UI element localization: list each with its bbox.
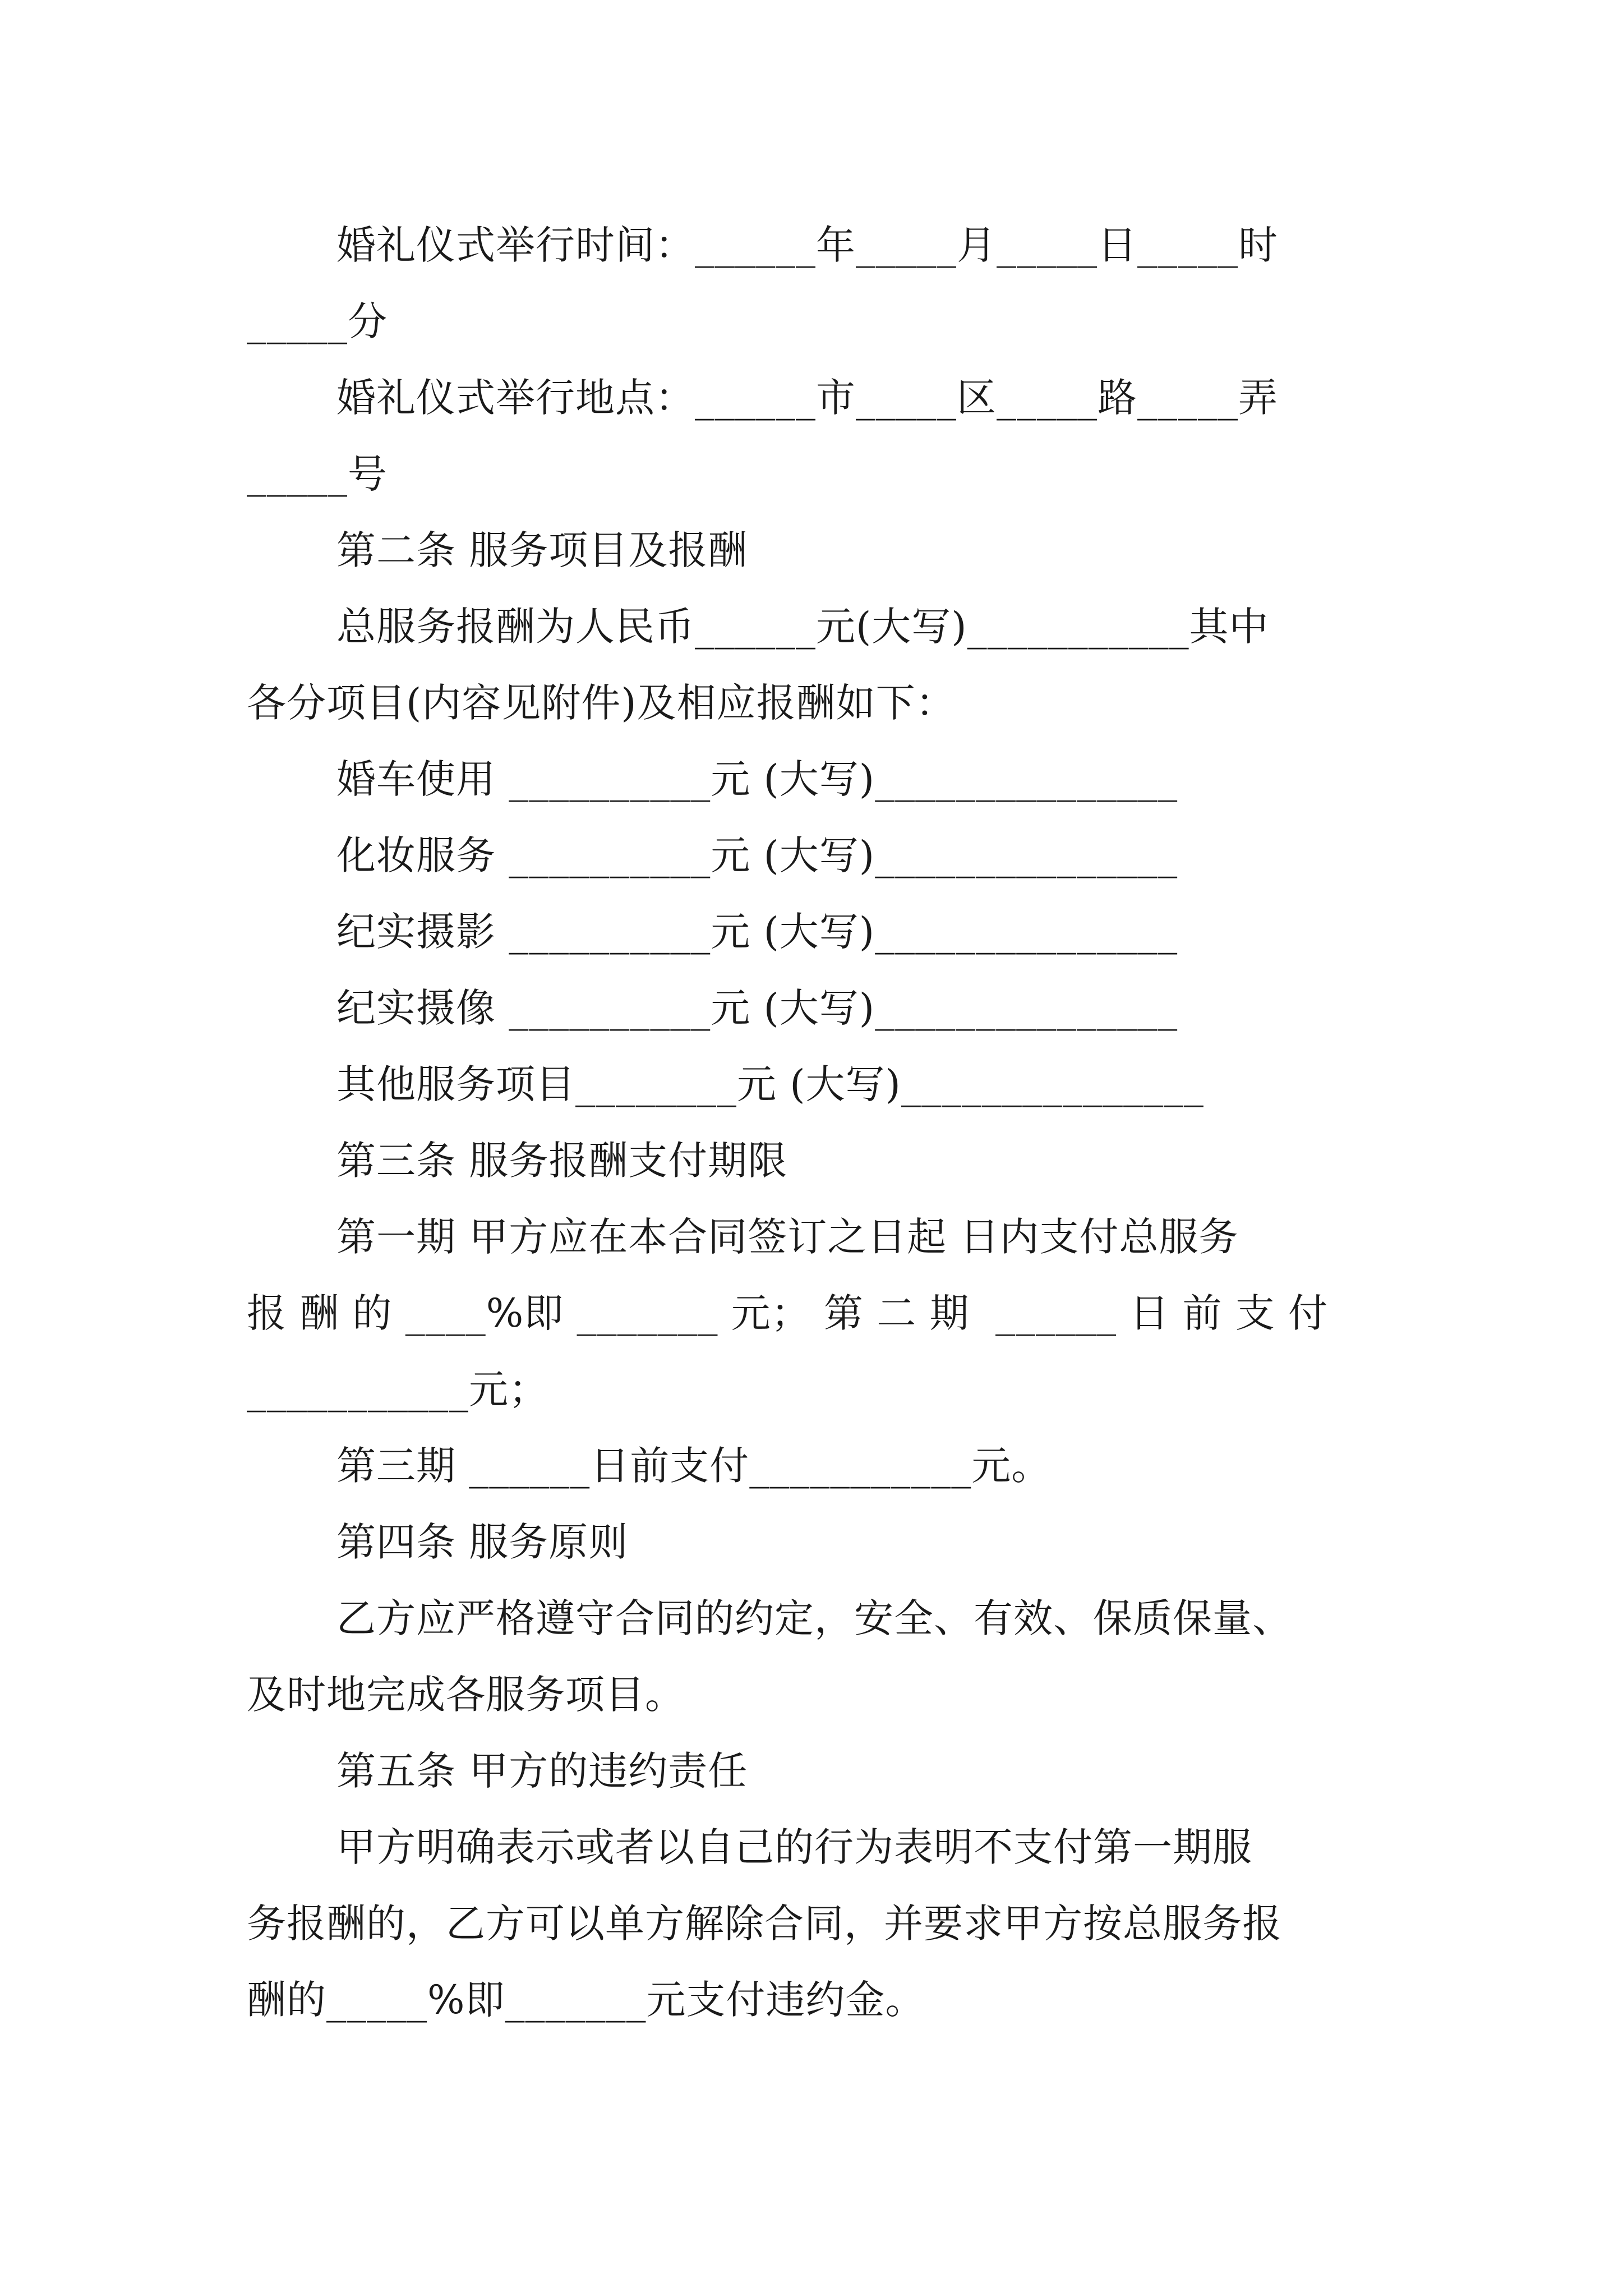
section-heading: 第二条 服务项目及报酬 — [336, 527, 748, 573]
text-line: _____号 — [247, 451, 388, 497]
section-heading: 第五条 甲方的违约责任 — [336, 1748, 748, 1794]
text-line: 其他服务项目________元 (大写)_______________ — [336, 1061, 1204, 1107]
text-line: 第三期 ______日前支付___________元。 — [336, 1443, 1052, 1489]
text-line: 各分项目(内容见附件)及相应报酬如下： — [247, 680, 956, 726]
text-line: 总服务报酬为人民币______元(大写)___________其中 — [336, 604, 1269, 650]
section-heading: 第四条 服务原则 — [336, 1519, 629, 1565]
text-line: 务报酬的，乙方可以单方解除合同，并要求甲方按总服务报 — [247, 1901, 1282, 1947]
text-line: ___________元； — [247, 1366, 548, 1412]
text-line: 及时地完成各服务项目。 — [247, 1672, 685, 1718]
text-line: 化妆服务 __________元 (大写)_______________ — [336, 832, 1178, 878]
text-line: 婚礼仪式举行地点：______市_____区_____路_____弄 — [336, 375, 1278, 421]
text-line: 乙方应严格遵守合同的约定，安全、有效、保质保量、 — [336, 1595, 1292, 1641]
text-line: _____分 — [247, 298, 388, 344]
section-heading: 第三条 服务报酬支付期限 — [336, 1138, 788, 1184]
text-line: 酬的_____%即_______元支付违约金。 — [247, 1977, 925, 2023]
text-line: 纪实摄像 __________元 (大写)_______________ — [336, 985, 1178, 1031]
text-line: 报 酬 的 ____%即 _______ 元； 第 二 期 ______ 日 前 支 付 — [247, 1290, 1329, 1336]
text-line: 婚车使用 __________元 (大写)_______________ — [336, 756, 1178, 802]
text-line: 第一期 甲方应在本合同签订之日起 日内支付总服务 — [336, 1214, 1239, 1260]
text-line: 纪实摄影 __________元 (大写)_______________ — [336, 909, 1178, 955]
text-line: 甲方明确表示或者以自己的行为表明不支付第一期服 — [336, 1824, 1252, 1870]
text-line: 婚礼仪式举行时间：______年_____月_____日_____时 — [336, 222, 1278, 268]
